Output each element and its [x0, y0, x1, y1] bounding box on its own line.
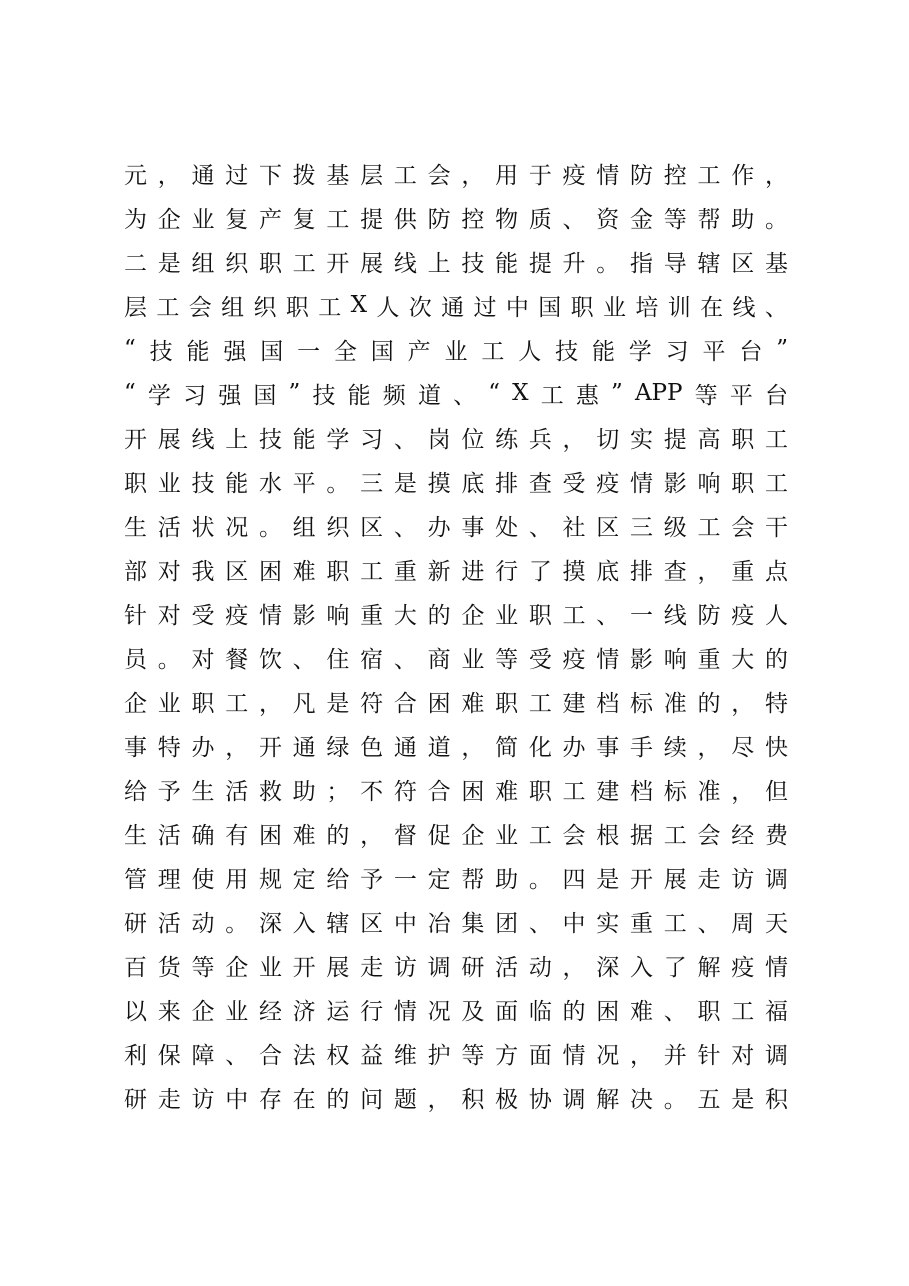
text-line: 企 业 职 工 ， 凡 是 符 合 困 难 职 工 建 档 标 准 的 ， 特: [124, 690, 788, 717]
text-line: 研 活 动 。 深 入 辖 区 中 冶 集 团 、 中 实 重 工 、 周 天: [124, 910, 788, 937]
text-line: 生 活 状 况 。 组 织 区 、 办 事 处 、 社 区 三 级 工 会 干: [124, 514, 788, 541]
text-line: 给 予 生 活 救 助 ； 不 符 合 困 难 职 工 建 档 标 准 ， 但: [124, 778, 788, 805]
text-line: “ 学 习 强 国 ” 技 能 频 道 、 “ X 工 惠 ” APP 等 平 台: [124, 380, 788, 409]
text-line: 开 展 线 上 技 能 学 习 、 岗 位 练 兵 ， 切 实 提 高 职 工: [124, 426, 788, 453]
text-line: 以 来 企 业 经 济 运 行 情 况 及 面 临 的 困 难 、 职 工 福: [124, 998, 788, 1025]
text-line: 部 对 我 区 困 难 职 工 重 新 进 行 了 摸 底 排 查 ， 重 点: [124, 558, 788, 585]
text-line: 利 保 障 、 合 法 权 益 维 护 等 方 面 情 况 ， 并 针 对 调: [124, 1042, 788, 1069]
text-line: 事 特 办 ， 开 通 绿 色 通 道 ， 简 化 办 事 手 续 ， 尽 快: [124, 734, 788, 761]
text-line: 研 走 访 中 存 在 的 问 题 ， 积 极 协 调 解 决 。 五 是 积: [124, 1086, 788, 1113]
text-line: 为 企 业 复 产 复 工 提 供 防 控 物 质 、 资 金 等 帮 助 。: [124, 206, 788, 233]
text-line: 元 ， 通 过 下 拨 基 层 工 会 ， 用 于 疫 情 防 控 工 作 ，: [124, 162, 788, 189]
text-line: 职 业 技 能 水 平 。 三 是 摸 底 排 查 受 疫 情 影 响 职 工: [124, 470, 788, 497]
text-line: 二 是 组 织 职 工 开 展 线 上 技 能 提 升 。 指 导 辖 区 基: [124, 250, 788, 277]
text-line: 百 货 等 企 业 开 展 走 访 调 研 活 动 ， 深 入 了 解 疫 情: [124, 954, 788, 981]
text-line: 层 工 会 组 织 职 工 X 人 次 通 过 中 国 职 业 培 训 在 线 、: [124, 292, 788, 321]
text-line: 生 活 确 有 困 难 的 ， 督 促 企 业 工 会 根 据 工 会 经 费: [124, 822, 788, 849]
text-line: 员 。 对 餐 饮 、 住 宿 、 商 业 等 受 疫 情 影 响 重 大 的: [124, 646, 788, 673]
document-body: [124, 151, 788, 1119]
text-line: 管 理 使 用 规 定 给 予 一 定 帮 助 。 四 是 开 展 走 访 调: [124, 866, 788, 893]
text-line: “ 技 能 强 国 一 全 国 产 业 工 人 技 能 学 习 平 台 ”: [124, 336, 788, 365]
text-line: 针 对 受 疫 情 影 响 重 大 的 企 业 职 工 、 一 线 防 疫 人: [124, 602, 788, 629]
